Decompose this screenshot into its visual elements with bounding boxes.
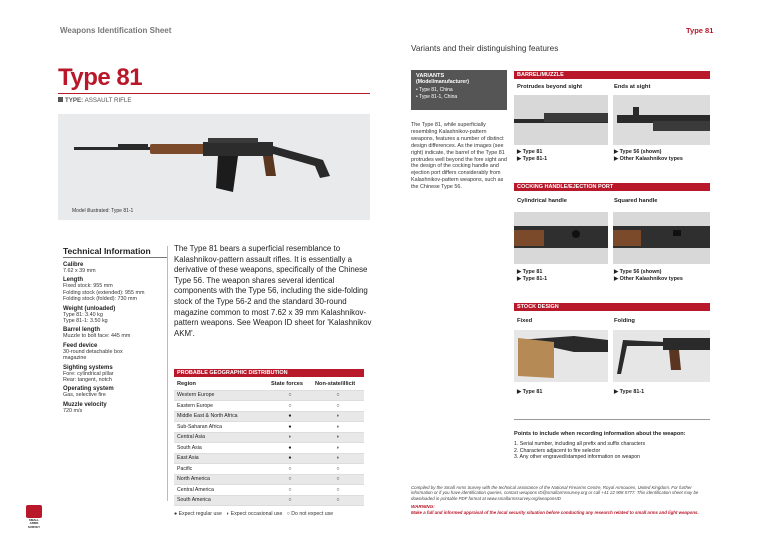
type-value: ASSAULT RIFLE: [84, 97, 132, 104]
geo-cell-state: ○: [268, 474, 312, 485]
geo-cell-nonstate: ◗: [312, 443, 364, 454]
legend-not: ○ Do not expect use: [286, 511, 334, 517]
tech-heading: Technical Information: [63, 246, 151, 256]
stock-right-item: ▶ Type 81-1: [614, 389, 645, 395]
tech-list: [63, 259, 167, 414]
tech-value: 7.62 x 39 mm: [63, 268, 96, 274]
sheet-header: Weapons Identification Sheet: [60, 26, 172, 35]
tech-value: 720 m/s: [63, 407, 83, 414]
points-list: [514, 441, 645, 461]
points-divider: [514, 419, 710, 420]
tech-label: Operating system: [63, 386, 114, 393]
geo-legend: [174, 511, 333, 517]
cocking-heading: COCKING HANDLE/EJECTION PORT: [514, 183, 710, 191]
stock-left-list: [517, 389, 542, 396]
geo-row: [174, 390, 364, 401]
points-item: 1. Serial number, including all prefix and suffix characters: [514, 441, 646, 447]
cocking-right-item: ▶ Other Kalashnikov types: [614, 276, 683, 282]
variants-section-title: Variants and their distinguishing features: [411, 44, 559, 53]
tech-label: Weight (unloaded): [63, 305, 116, 312]
geo-cell-state: ●: [268, 411, 312, 422]
barrel-right-item: ▶ Type 56 (shown): [614, 149, 662, 155]
geo-row: [174, 485, 364, 496]
geo-cell-nonstate: ○: [312, 464, 364, 475]
stock-left-image: [514, 330, 608, 382]
header-weapon-name: Type 81: [686, 26, 714, 35]
tech-divider: [63, 257, 167, 258]
stock-left-label: Fixed: [517, 318, 533, 324]
variants-description: The Type 81, while superficially resembling Kalashnikov-pattern weapons, features a number of distinct design differences. As the images (see right) indicate, the barrel of the Type 81 protrudes well beyond the fore sight and the design of the cocking handle and ejection port differs considerably from Kalashnikov-pattern weapons, such as the Chinese Type 56.: [411, 122, 507, 191]
geo-cell-region: North America: [174, 474, 268, 485]
weapon-description: The Type 81 bears a superficial resemblance to Kalashnikov-pattern assault rifles. It is essentially a derivative of these weapons, specifically of the Chinese Type 56. The weapon shares several identical components with the Type 56, including the side-folding stock of the Type 56-2 and the standard 30-round magazine common to most 7.62 x 39 mm Kalashnikov-pattern weapons. See Weapon ID sheet for 'Kalashnikov AKM'.: [174, 244, 372, 338]
barrel-heading: BARREL/MUZZLE: [514, 71, 710, 79]
legend-occasional: ◗ Expect occasional use: [226, 511, 283, 517]
geo-row: [174, 453, 364, 464]
tech-label: Length: [63, 277, 83, 284]
tech-value: Fixed stock: 955 mm: [63, 283, 113, 290]
tech-value: magazine: [63, 355, 87, 362]
cocking-left-image: [514, 212, 608, 264]
image-caption: Model illustrated: Type 81-1: [72, 208, 134, 214]
main-weapon-image: [58, 114, 370, 220]
points-heading: Points to include when recording information about the weapon:: [514, 431, 686, 437]
geo-col-state: State forces: [268, 378, 312, 390]
tech-value: Type 81: 3.40 kg: [63, 311, 103, 318]
geo-cell-region: South Asia: [174, 443, 268, 454]
tech-label: Barrel length: [63, 327, 101, 334]
footer-warning-text: Make a full and informed appraisal of the local security situation before conducting any research related to small arms and light weapons.: [411, 510, 699, 515]
stock-right-label: Folding: [614, 318, 635, 324]
geo-cell-region: Pacific: [174, 464, 268, 475]
rifle-illustration: [58, 114, 370, 220]
stock-left-item: ▶ Type 81: [517, 389, 543, 395]
points-item: 3. Any other engraved/stamped information on weapon: [514, 454, 641, 461]
tech-value: Folding stock (extended): 955 mm: [63, 289, 145, 296]
geo-row: [174, 495, 364, 506]
cocking-left-item: ▶ Type 81-1: [517, 276, 548, 282]
geo-cell-nonstate: ○: [312, 401, 364, 412]
geo-cell-nonstate: ◗: [312, 453, 364, 464]
geo-row: [174, 443, 364, 454]
geo-col-nonstate: Non-state/illicit: [312, 378, 364, 390]
geo-cell-region: Western Europe: [174, 390, 268, 401]
geo-cell-state: ○: [268, 495, 312, 506]
geo-col-region: Region: [174, 378, 268, 390]
type-square-icon: [58, 97, 63, 102]
cocking-right-list: [614, 269, 683, 283]
barrel-left-image: [514, 95, 608, 145]
variants-box-item: • Type 81, China: [416, 87, 453, 93]
geo-cell-region: Central America: [174, 485, 268, 496]
geo-row: [174, 411, 364, 422]
barrel-right-list: [614, 149, 683, 163]
geo-cell-nonstate: ○: [312, 474, 364, 485]
barrel-left-item: ▶ Type 81: [517, 149, 543, 155]
geo-cell-nonstate: ○: [312, 495, 364, 506]
geo-cell-state: ●: [268, 443, 312, 454]
cocking-left-label: Cylindrical handle: [517, 198, 567, 204]
geo-cell-nonstate: ◗: [312, 432, 364, 443]
tech-label: Calibre: [63, 262, 84, 268]
footer-warning-label: WARNING:: [411, 504, 435, 509]
geo-cell-state: ◗: [268, 432, 312, 443]
geo-cell-region: Sub-Saharan Africa: [174, 422, 268, 433]
geo-heading: PROBABLE GEOGRAPHIC DISTRIBUTION: [174, 369, 364, 377]
cocking-right-image: [613, 212, 710, 264]
geo-row: [174, 474, 364, 485]
cocking-right-label: Squared handle: [614, 198, 658, 204]
title-divider: [58, 93, 370, 94]
geo-table: [174, 378, 364, 506]
tech-label: Sighting systems: [63, 364, 113, 371]
tech-value: Muzzle to bolt face: 445 mm: [63, 333, 131, 340]
tech-value: Folding stock (folded): 730 mm: [63, 296, 138, 303]
page-title: Type 81: [58, 64, 143, 91]
tech-label: Feed device: [63, 342, 98, 349]
geo-cell-region: Central Asia: [174, 432, 268, 443]
barrel-right-image: [613, 95, 710, 145]
tech-value: Type 81-1: 3.50 kg: [63, 318, 108, 325]
variants-box: [411, 70, 507, 110]
geo-cell-region: East Asia: [174, 453, 268, 464]
geo-cell-region: South America: [174, 495, 268, 506]
geo-cell-region: Middle East & North Africa: [174, 411, 268, 422]
geo-cell-state: ○: [268, 390, 312, 401]
cocking-left-list: [517, 269, 547, 283]
geo-cell-nonstate: ○: [312, 485, 364, 496]
barrel-left-label: Protrudes beyond sight: [517, 84, 583, 90]
survey-logo: [26, 505, 42, 535]
legend-regular: ● Expect regular use: [174, 511, 222, 517]
geo-row: [174, 464, 364, 475]
geo-cell-state: ●: [268, 422, 312, 433]
type-label: TYPE:: [65, 97, 84, 104]
logo-text: SMALL ARMS SURVEY: [27, 518, 41, 529]
tech-value: Rear: tangent, notch: [63, 377, 112, 384]
geo-cell-state: ●: [268, 453, 312, 464]
geo-row: [174, 401, 364, 412]
barrel-left-list: [517, 149, 547, 163]
variants-box-title: VARIANTS: [416, 73, 445, 79]
tech-value: Gas, selective fire: [63, 392, 106, 399]
stock-heading: STOCK DESIGN: [514, 303, 710, 311]
barrel-right-label: Ends at sight: [614, 84, 651, 90]
barrel-left-item: ▶ Type 81-1: [517, 156, 548, 162]
footer-compiled: Compiled by the Small Arms Survey with the technical assistance of the National Firearms Centre, Royal Armouries, United Kingdom. For further information or if you have identification queries, contact weapons ID@smallarmssurvey.org or call +41 22 908 5777. This identification sheet may be downloaded in printable PDF format at www.smallarmssurvey.org/weaponsID: [411, 485, 699, 501]
tech-separator: [167, 246, 168, 501]
geo-cell-region: Eastern Europe: [174, 401, 268, 412]
tech-value: Fore: cylindrical pillar: [63, 370, 114, 377]
weapon-type: [58, 97, 132, 104]
geo-cell-state: ○: [268, 401, 312, 412]
points-item: 2. Characters adjacent to fire selector: [514, 447, 601, 454]
variants-box-item: • Type 81-1, China: [416, 93, 458, 100]
stock-right-list: [614, 389, 644, 396]
geo-cell-nonstate: ◗: [312, 422, 364, 433]
geo-cell-state: ○: [268, 485, 312, 496]
geo-row: [174, 432, 364, 443]
logo-mark-icon: [26, 505, 42, 518]
geo-cell-nonstate: ○: [312, 390, 364, 401]
cocking-left-item: ▶ Type 81: [517, 269, 543, 275]
tech-label: Muzzle velocity: [63, 401, 107, 408]
variants-box-subtitle: (Model/manufacturer): [416, 79, 470, 85]
geo-row: [174, 422, 364, 433]
stock-right-image: [613, 330, 710, 382]
tech-value: 30-round detachable box: [63, 348, 123, 355]
cocking-right-item: ▶ Type 56 (shown): [614, 269, 662, 275]
geo-cell-nonstate: ◗: [312, 411, 364, 422]
barrel-right-item: ▶ Other Kalashnikov types: [614, 156, 683, 162]
geo-cell-state: ○: [268, 464, 312, 475]
